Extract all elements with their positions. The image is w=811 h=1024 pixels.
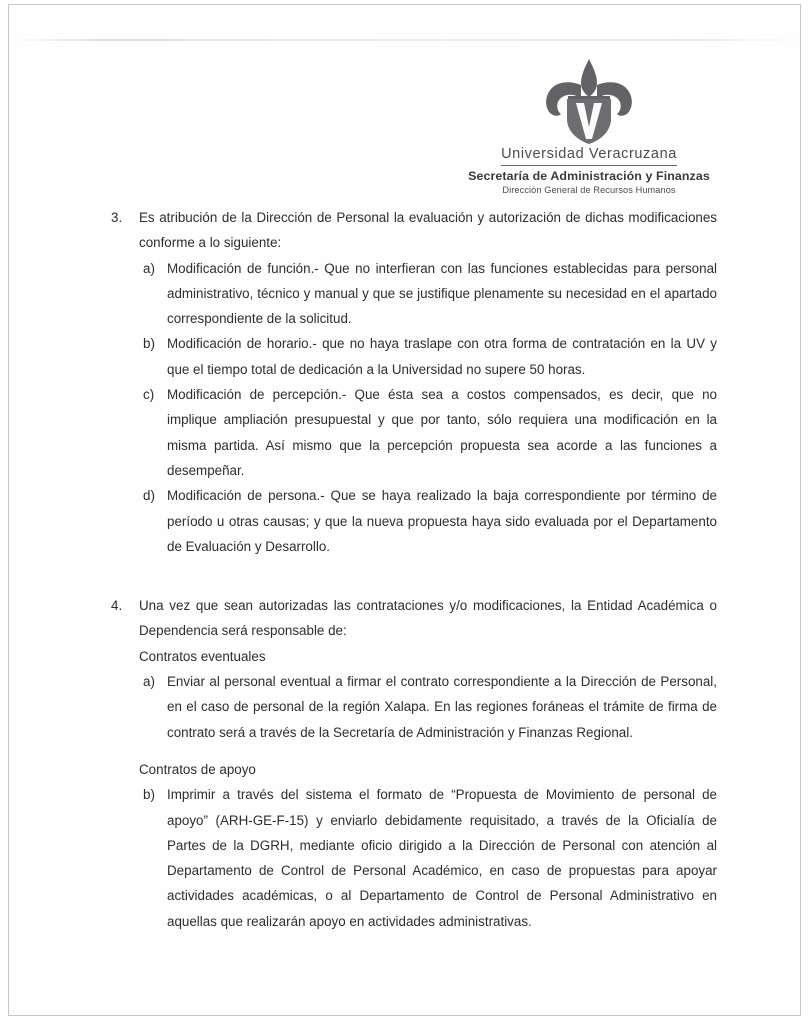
clause-3-subitem-d-marker: d) xyxy=(143,488,155,504)
letterhead-secretariat-name: Secretaría de Administración y Finanzas xyxy=(468,169,710,184)
uv-fleur-de-lis-shield-logo xyxy=(534,57,644,145)
clause-4 xyxy=(105,593,717,644)
clause-3-subitem-a-text: Modificación de función.- Que no interfieran con las funciones establecidas para personal administrativo, técnico y manual y que se justifique plenamente su necesidad en el apartado correspondiente de la solicitud. xyxy=(167,260,717,327)
clause-4-subitem-a-marker: a) xyxy=(143,674,155,690)
clause-3-subitem-c xyxy=(105,382,717,483)
clause-4-subitem-a xyxy=(105,669,717,745)
clause-3-subitem-c-text: Modificación de percepción.- Que ésta sea a costos compensados, es decir, que no implique ampliación presupuestal y que por tanto, sólo requiera una modificación en la misma partida. Así mismo que la percepción propuesta sea acorde a las funciones a desempeñar. xyxy=(167,387,717,478)
clause-3-marker: 3. xyxy=(111,210,123,225)
clause-3-subitem-a xyxy=(105,256,717,332)
clause-4-text: Una vez que sean autorizadas las contrataciones y/o modificaciones, la Entidad Académica o Dependencia será responsable de: xyxy=(139,598,717,639)
clause-3-subitem-c-marker: c) xyxy=(143,387,155,403)
letterhead-department-name: Dirección General de Recursos Humanos xyxy=(502,185,676,196)
clause-4-marker: 4. xyxy=(111,598,123,614)
clause-4-subitem-b-text: Imprimir a través del sistema el formato de “Propuesta de Movimiento de personal de apoyo” (ARH-GE-F-15) y enviarlo debidamente requisitado, a través de la Oficialía de Partes de la DGRH, mediante oficio dirigido a la Dirección de Personal con atención al Departamento de Control de Personal Académico, en caso de propuestas para apoyar actividades académicas, o al Departamento de Control de Personal Administrativo en aquellas que realizarán apoyo en actividades administrativas. xyxy=(167,787,717,929)
paragraph-spacer-small xyxy=(105,745,717,757)
clause-4-subitem-b xyxy=(105,782,717,934)
clause-3-text: Es atribución de la Dirección de Personal la evaluación y autorización de dichas modificaciones conforme a lo siguiente: xyxy=(139,210,717,251)
clause-4-subitem-a-text: Enviar al personal eventual a firmar el contrato correspondiente a la Dirección de Personal, en el caso de personal de la región Xalapa. En las regiones foráneas el trámite de firma de contrato será a través de la Secretaría de Administración y Finanzas Regional. xyxy=(167,674,717,740)
subheading-contratos-eventuales: Contratos eventuales xyxy=(139,648,266,664)
clause-3-subitem-d xyxy=(105,483,717,559)
scanned-page xyxy=(8,4,801,1016)
clause-3-subitem-b-marker: b) xyxy=(143,336,155,352)
paragraph-spacer xyxy=(105,559,717,593)
clause-3-subitem-b xyxy=(105,331,717,382)
clause-4-subitem-b-marker: b) xyxy=(143,787,155,803)
clause-3 xyxy=(105,205,717,256)
letterhead-university-name: Universidad Veracruzana xyxy=(501,146,677,166)
clause-3-subitem-d-text: Modificación de persona.- Que se haya realizado la baja correspondiente por término de período u otras causas; y que la nueva propuesta haya sido evaluada por el Departamento de Evaluación y Desarrollo. xyxy=(167,488,717,554)
subheading-contratos-de-apoyo: Contratos de apoyo xyxy=(139,761,256,777)
clause-3-subitem-a-marker: a) xyxy=(143,260,155,276)
document-body xyxy=(105,205,717,934)
clause-3-subitem-b-text: Modificación de horario.- que no haya traslape con otra forma de contratación en la UV y que el tiempo total de dedicación a la Universidad no supere 50 horas. xyxy=(167,336,717,377)
scan-artifact-line xyxy=(9,39,800,41)
letterhead xyxy=(464,57,714,196)
